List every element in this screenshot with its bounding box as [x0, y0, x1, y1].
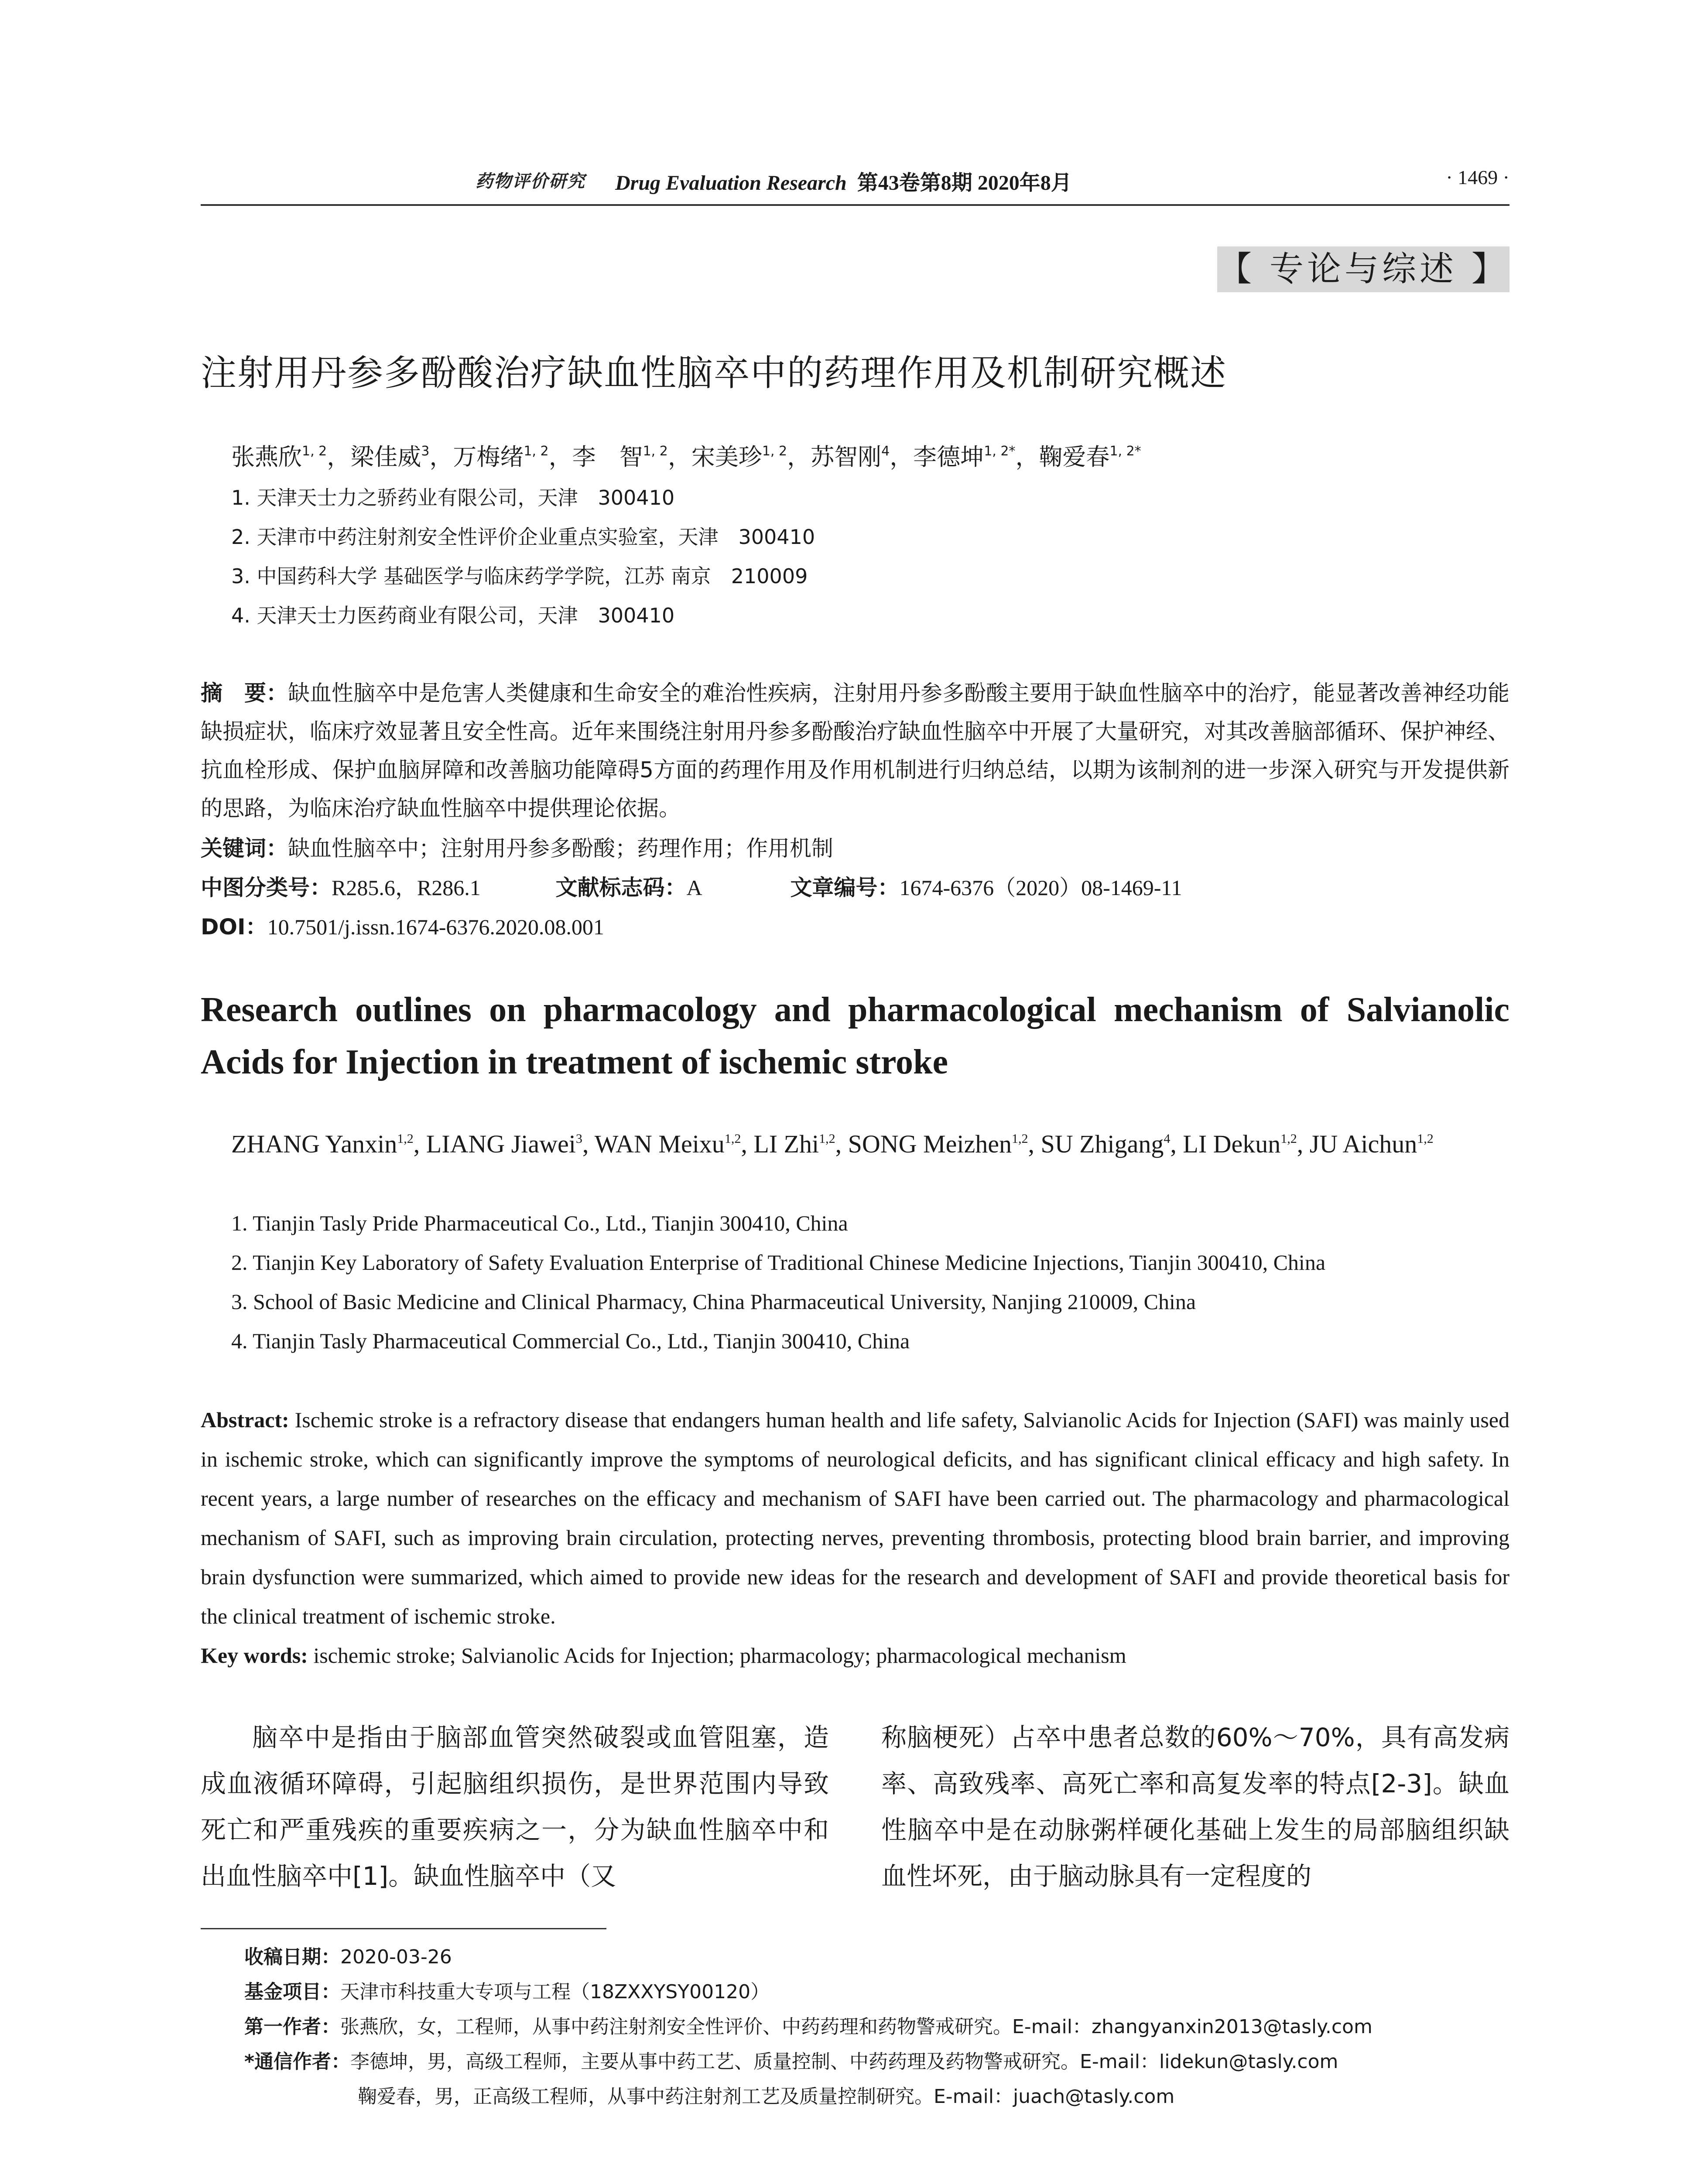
en-affiliation: 1. Tianjin Tasly Pride Pharmaceutical Co., Ltd., Tianjin 300410, China: [231, 1211, 848, 1235]
received-label: 收稿日期：: [244, 1946, 340, 1968]
first-author-text: 张燕欣，女，工程师，从事中药注射剂安全性评价、中药药理和药物警戒研究。E-mail：zhangyanxin2013@tasly.com: [340, 2016, 1373, 2038]
en-affiliation: 4. Tianjin Tasly Pharmaceutical Commercial Co., Ltd., Tianjin 300410, China: [231, 1329, 910, 1353]
footnote-corresponding-2: 鞠爱春，男，正高级工程师，从事中药注射剂工艺及质量控制研究。E-mail：juach@tasly.com: [358, 2085, 1175, 2108]
article-no-value: 1674-6376（2020）08-1469-11: [899, 875, 1182, 900]
zh-affiliation: 2. 天津市中药注射剂安全性评价企业重点实验室，天津 300410: [231, 525, 815, 549]
received-date: 2020-03-26: [340, 1946, 452, 1968]
footnote-received: [244, 1941, 452, 1969]
doi-label: DOI：: [201, 914, 267, 940]
doi-line: [201, 909, 604, 941]
zh-keywords-label: 关键词：: [201, 836, 288, 861]
zh-affiliation: 1. 天津天士力之骄药业有限公司，天津 300410: [231, 486, 675, 509]
zh-keywords: [201, 831, 833, 862]
body-column-right: 称脑梗死）占卒中患者总数的60%～70%，具有高发病率、高致残率、高死亡率和高复发率的特点[2-3]。缺血性脑卒中是在动脉粥样硬化基础上发生的局部脑组织缺血性坏死，由于脑动脉具有一定程度的: [881, 1723, 1509, 1891]
footnote-divider: [201, 1928, 606, 1929]
footnote-corresponding: [244, 2046, 1338, 2074]
header-divider: [201, 204, 1509, 206]
journal-name: [615, 166, 1072, 196]
zh-title: 注射用丹参多酚酸治疗缺血性脑卒中的药理作用及机制研究概述: [201, 352, 1227, 394]
footnote-first-author: [244, 2011, 1373, 2039]
en-keywords-label: Key words:: [201, 1643, 308, 1668]
zh-abstract-label: 摘 要：: [201, 680, 288, 706]
doc-code-label: 文献标志码：: [555, 875, 687, 900]
zh-keywords-text: 缺血性脑卒中；注射用丹参多酚酸；药理作用；作用机制: [288, 836, 833, 861]
fund-text: 天津市科技重大专项与工程（18ZXXYSY00120）: [340, 1981, 770, 2003]
page-number: · 1469 ·: [1446, 166, 1509, 188]
body-column-left: [201, 1714, 829, 1899]
section-tag: 【 专论与综述 】: [1217, 246, 1509, 292]
zh-abstract-text: 缺血性脑卒中是危害人类健康和生命安全的难治性疾病，注射用丹参多酚酸主要用于缺血性脑卒中的治疗，能显著改善神经功能缺损症状，临床疗效显著且安全性高。近年来围绕注射用丹参多酚酸治疗缺血性脑卒中开展了大量研究，对其改善脑部循环、保护神经、抗血栓形成、保护血脑屏障和改善脑功能障碍5方面的药理作用及作用机制进行归纳总结，以期为该制剂的进一步深入研究与开发提供新的思路，为临床治疗缺血性脑卒中提供理论依据。: [201, 680, 1509, 821]
en-keywords-text: ischemic stroke; Salvianolic Acids for Injection; pharmacology; pharmacological mechanism: [313, 1643, 1126, 1668]
journal-issue: 第43卷第8期 2020年8月: [857, 171, 1072, 195]
zh-authors: 张燕欣$^{1, 2}$，梁佳威$^3$，万梅绪$^{1, 2}$，李 智$^{1, 2}$，宋美珍$^{1, 2}$，苏智刚$^4$，李德坤$^{1, 2*}$，鞠爱春$^{1, 2*}$: [231, 443, 1141, 471]
classification-line: [201, 870, 1182, 902]
zh-affiliation: 3. 中国药科大学 基础医学与临床药学学院，江苏 南京 210009: [231, 564, 808, 588]
en-title: Research outlines on pharmacology and pharmacological mechanism of Salvianolic Acids for Injection in treatment of ischemic stroke: [201, 991, 1509, 1081]
clc-value: R285.6，R286.1: [332, 875, 481, 900]
running-header: [201, 166, 1509, 205]
journal-name-en: Drug Evaluation Research: [615, 171, 847, 195]
en-affiliation: 2. Tianjin Key Laboratory of Safety Evaluation Enterprise of Traditional Chinese Medicine Injections, Tianjin 300410, China: [231, 1250, 1326, 1275]
fund-label: 基金项目：: [244, 1981, 340, 2003]
footnote-fund: [244, 1976, 770, 2004]
en-abstract-text: Ischemic stroke is a refractory disease that endangers human health and life safety, Salvianolic Acids for Injection (SAFI) was mainly used in ischemic stroke, which can significantly improve the symptoms of neurological deficits, and has significant clinical efficacy and high safety. In recent years, a large number of researches on the efficacy and mechanism of SAFI have been carried out. The pharmacology and pharmacological mechanism of SAFI, such as improving brain circulation, protecting nerves, preventing thrombosis, protecting blood brain barrier, and improving brain dysfunction were summarized, which aimed to provide new ideas for the research and development of SAFI and provide theoretical basis for the clinical treatment of ischemic stroke.: [201, 1408, 1510, 1628]
en-affiliation: 3. School of Basic Medicine and Clinical Pharmacy, China Pharmaceutical University, Nanjing 210009, China: [231, 1289, 1196, 1314]
clc-label: 中图分类号：: [201, 875, 332, 900]
first-author-label: 第一作者：: [244, 2016, 340, 2038]
corresponding-author-1: 李德坤，男，高级工程师，主要从事中药工艺、质量控制、中药药理及药物警戒研究。E-mail：lidekun@tasly.com: [350, 2051, 1338, 2073]
zh-abstract: [201, 674, 1509, 827]
en-abstract: [201, 1400, 1509, 1675]
corresponding-label: *通信作者：: [244, 2051, 351, 2073]
en-abstract-label: Abstract:: [201, 1408, 289, 1432]
doc-code-value: A: [686, 875, 702, 900]
article-no-label: 文章编号：: [790, 875, 900, 900]
journal-logo: 药物评价研究: [476, 171, 585, 191]
doi-value: 10.7501/j.issn.1674-6376.2020.08.001: [267, 915, 604, 939]
zh-affiliation: 4. 天津天士力医药商业有限公司，天津 300410: [231, 604, 675, 627]
body-text-left: 脑卒中是指由于脑部血管突然破裂或血管阻塞，造成血液循环障碍，引起脑组织损伤，是世界范围内导致死亡和严重残疾的重要疾病之一，分为缺血性脑卒中和出血性脑卒中[1]。缺血性脑卒中（又: [201, 1723, 829, 1891]
en-authors: ZHANG Yanxin$^{1,2}$, LIANG Jiawei$^3$, WAN Meixu$^{1,2}$, LI Zhi$^{1,2}$, SONG Meizhen$^{1,2}$, SU Zhigang$^4$, LI Dekun$^{1,2}$, JU Aichun$^{1,2}$: [231, 1130, 1434, 1158]
